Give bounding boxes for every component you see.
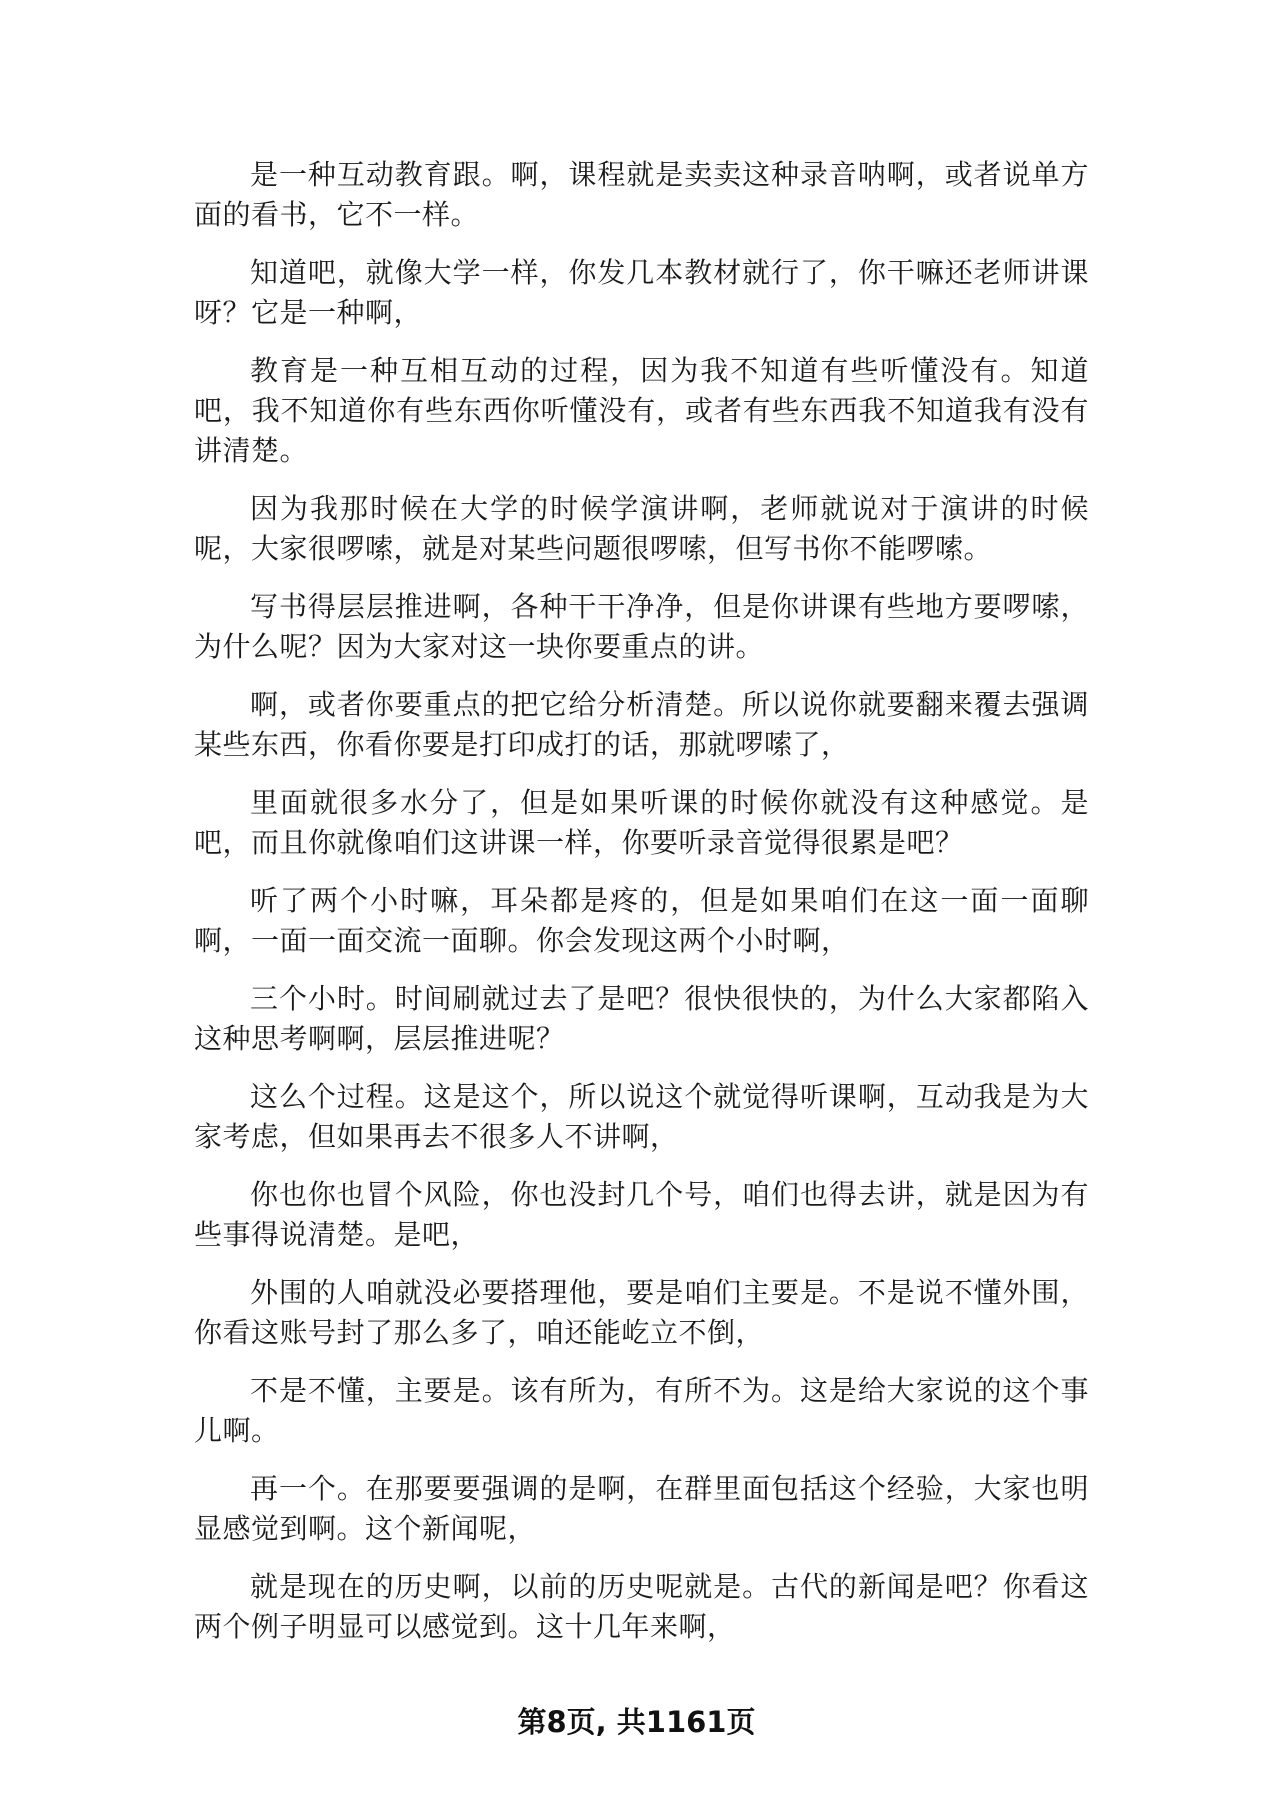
paragraph: 啊，或者你要重点的把它给分析清楚。所以说你就要翻来覆去强调某些东西，你看你要是打印成打的话，那就啰嗦了， xyxy=(194,688,1089,761)
paragraph: 这么个过程。这是这个，所以说这个就觉得听课啊，互动我是为大家考虑，但如果再去不很多人不讲啊， xyxy=(194,1080,1089,1153)
paragraph: 不是不懂，主要是。该有所为，有所不为。这是给大家说的这个事儿啊。 xyxy=(194,1374,1089,1447)
page-number-footer: 第8页, 共1161页 xyxy=(517,1705,756,1739)
paragraph: 因为我那时候在大学的时候学演讲啊，老师就说对于演讲的时候呢，大家很啰嗦，就是对某些问题很啰嗦，但写书你不能啰嗦。 xyxy=(194,492,1089,565)
paragraph: 里面就很多水分了，但是如果听课的时候你就没有这种感觉。是吧，而且你就像咱们这讲课一样，你要听录音觉得很累是吧？ xyxy=(194,786,1089,859)
paragraph: 听了两个小时嘛，耳朵都是疼的，但是如果咱们在这一面一面聊啊，一面一面交流一面聊。你会发现这两个小时啊， xyxy=(194,884,1089,957)
paragraph: 就是现在的历史啊，以前的历史呢就是。古代的新闻是吧？你看这两个例子明显可以感觉到。这十几年来啊， xyxy=(194,1570,1089,1643)
paragraph: 你也你也冒个风险，你也没封几个号，咱们也得去讲，就是因为有些事得说清楚。是吧， xyxy=(194,1178,1089,1251)
document-body xyxy=(194,155,1089,1665)
paragraph: 外围的人咱就没必要搭理他，要是咱们主要是。不是说不懂外围，你看这账号封了那么多了，咱还能屹立不倒， xyxy=(194,1276,1089,1349)
paragraph: 是一种互动教育跟。啊，课程就是卖卖这种录音呐啊，或者说单方面的看书，它不一样。 xyxy=(194,158,1089,231)
paragraph: 写书得层层推进啊，各种干干净净，但是你讲课有些地方要啰嗦，为什么呢？因为大家对这一块你要重点的讲。 xyxy=(194,590,1089,663)
paragraph: 三个小时。时间刷就过去了是吧？很快很快的，为什么大家都陷入这种思考啊啊，层层推进呢？ xyxy=(194,982,1089,1055)
paragraph: 再一个。在那要要强调的是啊，在群里面包括这个经验，大家也明显感觉到啊。这个新闻呢， xyxy=(194,1472,1089,1545)
paragraph: 教育是一种互相互动的过程，因为我不知道有些听懂没有。知道吧，我不知道你有些东西你听懂没有，或者有些东西我不知道我有没有讲清楚。 xyxy=(194,354,1089,467)
paragraph: 知道吧，就像大学一样，你发几本教材就行了，你干嘛还老师讲课呀？它是一种啊， xyxy=(194,256,1089,329)
